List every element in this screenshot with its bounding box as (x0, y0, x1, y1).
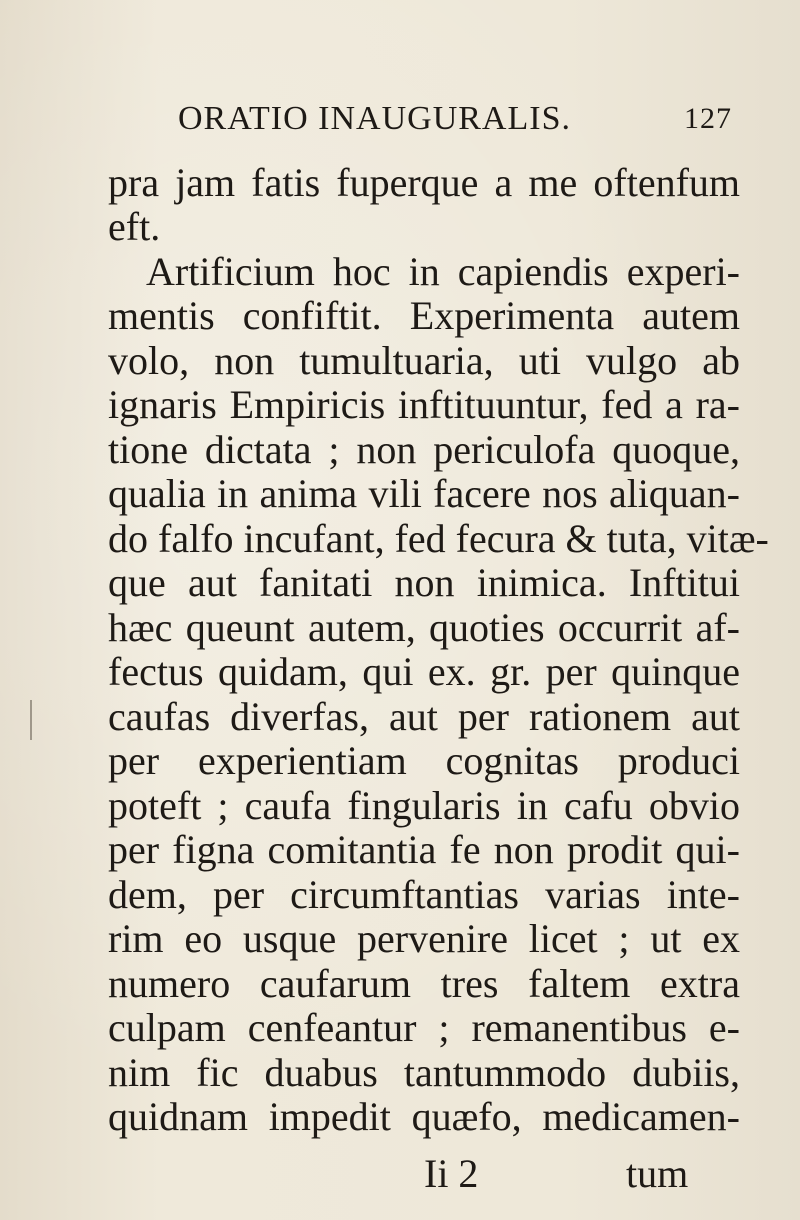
body-line-11: hæc queunt autem, quoties occurrit af- (108, 605, 740, 650)
body-line-3: Artificium hoc in capiendis experi- (146, 249, 740, 294)
body-line-21: nim fic duabus tantummodo dubiis, (108, 1050, 740, 1095)
body-line-18: rim eo usque pervenire licet ; ut ex (108, 916, 740, 961)
signature-mark: Ii 2 (424, 1151, 479, 1196)
body-line-9: do falfo incufant, fed fecura & tuta, vitæ- (108, 516, 769, 561)
body-line-10: que aut fanitati non inimica. Inftitui (108, 560, 740, 605)
body-line-2: eft. (108, 204, 161, 249)
page-number: 127 (684, 102, 732, 135)
body-line-13: caufas diverfas, aut per rationem aut (108, 694, 740, 739)
body-line-16: per figna comitantia fe non prodit qui- (108, 827, 740, 872)
body-line-17: dem, per circumftantias varias inte- (108, 872, 740, 917)
margin-mark (30, 700, 32, 740)
body-line-7: tione dictata ; non periculofa quoque, (108, 427, 740, 472)
body-line-5: volo, non tumultuaria, uti vulgo ab (108, 338, 740, 383)
body-line-4: mentis confiftit. Experimenta autem (108, 293, 740, 338)
body-line-14: per experientiam cognitas produci (108, 738, 740, 783)
body-line-12: fectus quidam, qui ex. gr. per quinque (108, 649, 740, 694)
body-line-20: culpam cenfeantur ; remanentibus e- (108, 1005, 740, 1050)
body-line-19: numero caufarum tres faltem extra (108, 961, 740, 1006)
body-line-6: ignaris Empiricis inftituuntur, fed a ra- (108, 382, 740, 427)
body-line-1: pra jam fatis fuperque a me oftenfum (108, 160, 740, 205)
running-header (178, 100, 738, 144)
body-line-15: poteft ; caufa fingularis in cafu obvio (108, 783, 740, 828)
body-line-22: quidnam impedit quæfo, medicamen- (108, 1094, 740, 1139)
body-line-8: qualia in anima vili facere nos aliquan- (108, 471, 740, 516)
catchword: tum (626, 1151, 689, 1196)
header-title: ORATIO INAUGURALIS. (178, 100, 571, 137)
